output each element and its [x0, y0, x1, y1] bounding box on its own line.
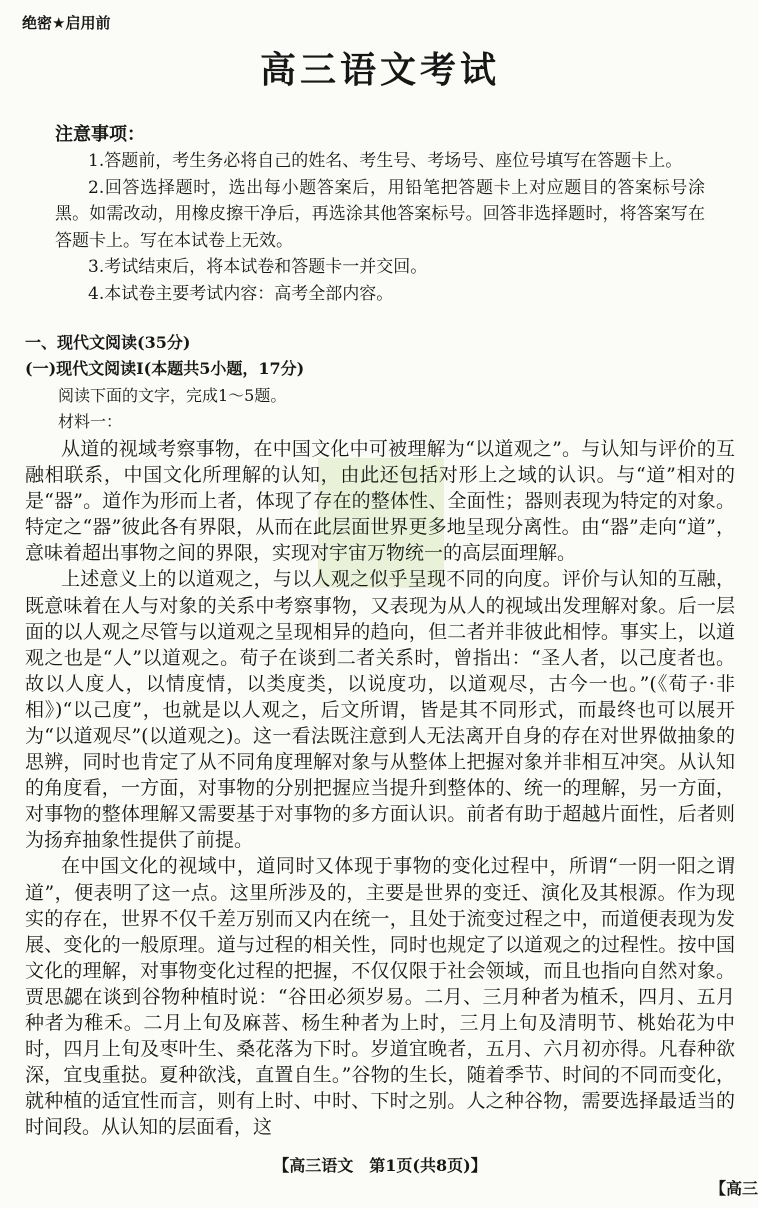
note-line: 2.回答选择题时，选出每小题答案后，用铅笔把答题卡上对应题目的答案标号涂 — [88, 177, 705, 198]
note-line: 答题卡上。写在本试卷上无效。 — [55, 230, 293, 251]
note-item — [55, 254, 705, 281]
passage-line: 在中国文化的视域中，道同时又体现于事物的变化过程中，所谓“一阴一阳之谓道”，便表明 — [25, 855, 735, 904]
passage-line: 宙万物统一的高层面理解。 — [348, 542, 577, 565]
note-item — [55, 148, 705, 175]
passage-line: 在人与对象的关系中考察事物，又表现为从人的视域出发理解对象。后一层面的以人观之尽管 — [25, 594, 735, 643]
passage-line: 从道的视域考察事物，在中国文化中可被理解为“以道观之”。与认知与评价的互融相联 — [25, 437, 735, 487]
note-line: 4.本试卷主要考试内容：高考全部内容。 — [88, 283, 394, 304]
passage-line: 而言，则有上时、中时、下时之别。人之种谷物，需要选择最适当的时间段。从认知的层面看，这 — [25, 1090, 735, 1139]
subsection-title: (一)现代文阅读Ⅰ(本题共5小题，17分) — [25, 359, 305, 379]
confidential-label: 绝密★启用前 — [22, 14, 111, 32]
note-item — [55, 175, 705, 255]
notes-list — [55, 148, 705, 308]
passage-line: 从认知的角度看，一方面，对事物的分别把握应当提升到整体的、统一的理解，另一方面，对事物 — [25, 751, 735, 826]
passage-line: 了这一点。这里所涉及的，主要是世界的变迁、演化及其根源。作为现实的存在，世界不仅千差 — [25, 881, 735, 930]
exam-title: 高三语文考试 — [259, 50, 500, 91]
note-line: 3.考试结束后，将本试卷和答题卡一并交回。 — [88, 257, 428, 278]
passage-line: 子在谈到二者关系时，曾指出：“圣人者，以己度者也。故以人度人，以情度情，以类度类，以说度 — [25, 646, 735, 695]
section-part-title: 一、现代文阅读(35分) — [25, 332, 191, 352]
note-line: 1.答题前，考生务必将自己的姓名、考生号、考场号、座位号填写在答题卡上。 — [88, 151, 683, 171]
reading-instruction: 阅读下面的文字，完成1～5题。 — [58, 385, 287, 405]
paragraph — [25, 853, 735, 1140]
passage-line: 而上者，体现了存在的整体性、全面性；器则表现为特定的对象。特定之“器”彼此各有界限，从 — [25, 490, 735, 539]
passage-line: 功，以道观尽，古今一也。”(《荀子·非相》)“以己度”，也就是以人观之，后文所谓，皆是其不同形 — [25, 672, 735, 721]
paragraph — [25, 436, 735, 566]
passage-line: 的整体理解又需要基于对事物的多方面认识。前者有助于超越片面性，后者则为扬弃抽象性提 — [25, 803, 735, 852]
passage-line: 与以道观之呈现相异的趋向，但二者并非彼此相悖。事实上，以道观之也是“人”以道观之。荀 — [25, 620, 735, 669]
passage-line: 供了前提。 — [158, 829, 254, 852]
reading-passage — [25, 436, 735, 1141]
passage-line: 对世界做抽象的思辨，同时也肯定了从不同角度理解对象与从整体上把握对象并非相互冲突。 — [25, 724, 735, 774]
material-label: 材料一： — [58, 412, 123, 432]
page-footer: 【高三语文 第1页(共8页)】 — [273, 1156, 487, 1176]
passage-line: 宜曳重挞。夏种欲浅，直置自生。”谷物的生长，随着季节、时间的不同而变化，就种植的适宜性 — [25, 1064, 735, 1113]
passage-line: 系，中国文化所理解的认知，由此还包括对形上之域的认识。与“道”相对的是“器”。道作为形 — [25, 464, 735, 513]
paragraph — [25, 566, 735, 853]
passage-line: 而在此层面世界更多地呈现分离性。由“器”走向“道”，意味着超出事物之间的界限，实现对宇 — [25, 516, 735, 565]
passage-line: 式，而最终也可以展开为“以道观尽”(以道观之)。这一看法既注意到人无法离开自身的存在 — [25, 698, 735, 747]
note-item — [55, 281, 705, 308]
passage-line: 始花为中时，四月上旬及枣叶生、桑花落为下时。岁道宜晚者，五月、六月初亦得。凡春种欲深， — [25, 1012, 735, 1087]
section-header — [25, 330, 735, 436]
passage-line: 关性，同时也规定了以道观之的过程性。按中国文化的理解，对事物变化过程的把握，不仅仅限 — [25, 933, 735, 982]
next-page-fragment: 【高三 — [709, 1179, 758, 1199]
passage-line: 种者为植禾，四月、五月种者为稚禾。二月上旬及麻菩、杨生种者为上时，三月上旬及清明节、桃 — [25, 985, 735, 1034]
passage-line: 万别而又内在统一，且处于流变过程之中，而道便表现为发展、变化的一般原理。道与过程的相 — [25, 907, 735, 956]
passage-line: 于社会领域，而且也指向自然对象。贾思勰在谈到谷物种植时说：“谷田必须岁易。二月、三月 — [25, 959, 735, 1008]
passage-line: 上述意义上的以道观之，与以人观之似乎呈现不同的向度。评价与认知的互融，既意味着 — [25, 568, 735, 617]
note-line: 黑。如需改动，用橡皮擦干净后，再选涂其他答案标号。回答非选择题时，将答案写在 — [55, 204, 705, 225]
notes-heading: 注意事项： — [55, 124, 145, 145]
